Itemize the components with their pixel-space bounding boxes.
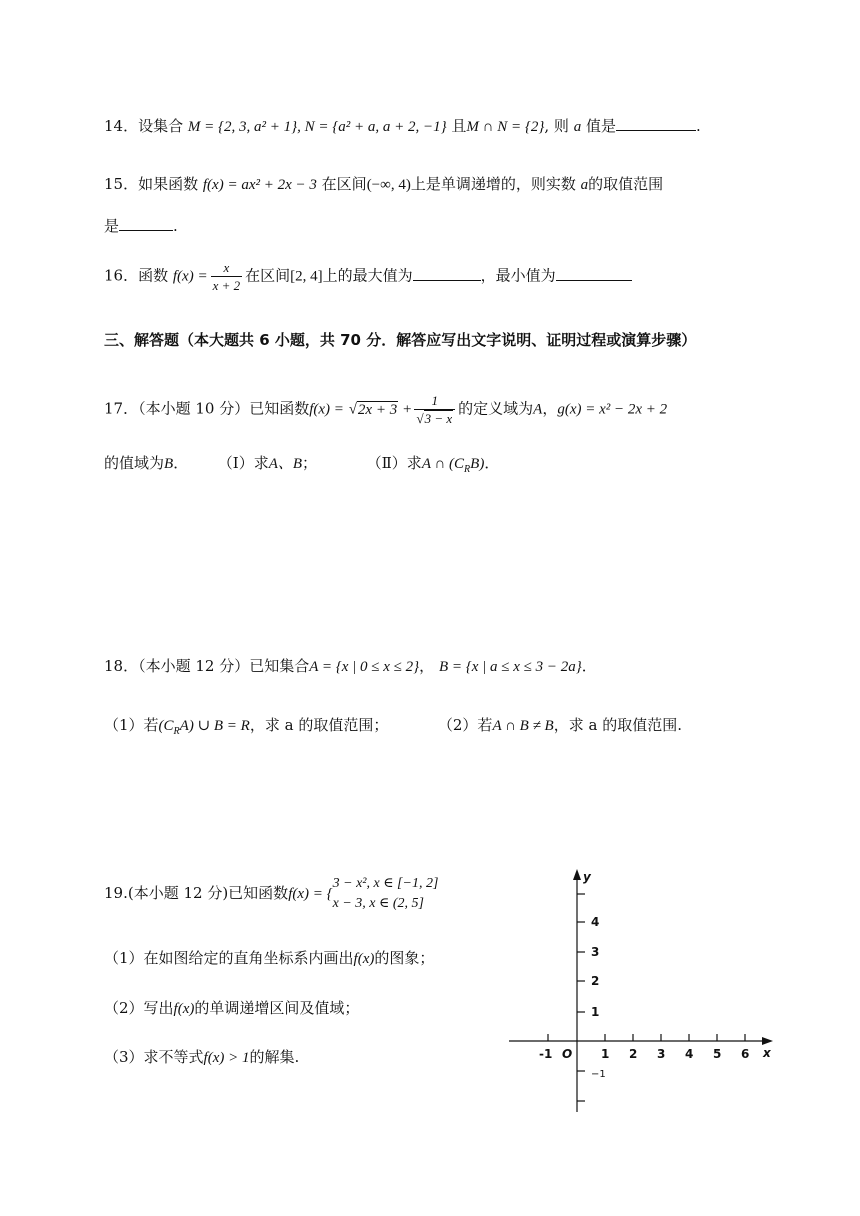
q14-text-1: 设集合 xyxy=(138,117,184,135)
x-tick-label-4: 4 xyxy=(685,1047,694,1061)
question-18-parts xyxy=(104,714,682,743)
y-tick-label-neg1: −1 xyxy=(591,1069,606,1080)
q16-max-blank[interactable] xyxy=(413,264,481,281)
q15-text-3: 上是单调递增的，则实数 xyxy=(410,175,576,193)
q16-text-4: ，最小值为 xyxy=(480,266,556,285)
q16-text-2: 在区间 xyxy=(245,266,291,285)
q17-function: f(x) = xyxy=(309,401,344,418)
q19-part-2: （2）写出 xyxy=(104,999,174,1017)
x-tick-label-1: 1 xyxy=(601,1047,610,1061)
y-tick-label-1: 1 xyxy=(591,1005,600,1019)
q14-sets: M = {2, 3, a² + 1}, N = {a² + a, a + 2, −1} xyxy=(187,119,447,135)
question-14 xyxy=(104,114,701,138)
q17-part-1: （Ⅰ）求 xyxy=(217,454,269,472)
x-tick-label-2: 2 xyxy=(629,1047,638,1061)
q19-text-1: (本小题 12 分)已知函数 xyxy=(127,884,289,902)
x-tick-label-5: 5 xyxy=(713,1047,722,1061)
q18-part-2-math: A ∩ B ≠ B xyxy=(492,718,554,734)
q17-part-2-math: A ∩ (C xyxy=(421,456,465,472)
q19-part-3-text: 的解集. xyxy=(249,1048,300,1066)
question-18: 18．（本小题 12 分）已知集合A = {x | 0 ≤ x ≤ 2}， B = {x | a ≤ x ≤ 3 − 2a}． xyxy=(104,657,597,675)
q19-piece-1: 3 − x², x ∈ [−1, 2] xyxy=(332,876,439,891)
y-tick-label-3: 3 xyxy=(591,945,600,959)
q15-text-1: 如果函数 xyxy=(138,175,199,193)
q17-text-2: 的定义域为 xyxy=(458,399,534,418)
q18-part-1-math: (C xyxy=(158,718,174,734)
q16-number: 16． xyxy=(104,266,139,285)
q17-set-B: B xyxy=(164,456,174,472)
q15-period: . xyxy=(173,217,178,235)
q19-part-3: （3）求不等式 xyxy=(104,1048,204,1066)
q15-text-4: 的取值范围 xyxy=(588,175,664,193)
q14-text-4: 值是 xyxy=(585,117,616,135)
y-tick-label-2: 2 xyxy=(591,974,600,988)
q17-part-1-math: A、B xyxy=(268,456,303,472)
q17-set-A: A xyxy=(533,401,543,418)
q19-piecewise xyxy=(333,874,439,914)
q18-part-1: （1）若 xyxy=(104,716,159,734)
q15-number: 15． xyxy=(104,175,139,193)
q17-part-2: （Ⅱ）求 xyxy=(366,454,422,472)
q19-function: f(x) = { xyxy=(288,886,333,902)
q15-interval: (−∞, 4) xyxy=(366,177,411,193)
q19-part-3-line xyxy=(104,1046,299,1069)
q19-piece-2: x − 3, x ∈ (2, 5] xyxy=(332,896,424,911)
q15-text-5: 是 xyxy=(104,217,120,235)
q17-fraction: $\frac{1}{√3 - x}$ xyxy=(414,392,455,427)
q18-part-1-math-2: A) ∪ B = R xyxy=(179,718,250,734)
y-tick-label-4: 4 xyxy=(591,915,600,929)
question-15-cont xyxy=(104,214,178,237)
y-axis-label: y xyxy=(583,870,591,884)
q18-number: 18． xyxy=(104,657,139,675)
q18-part-2-text: ，求 a 的取值范围. xyxy=(553,716,682,734)
q19-part-2-math: f(x) xyxy=(173,1001,195,1017)
q15-function: f(x) = ax² + 2x − 3 xyxy=(202,177,317,193)
q19-part-1: （1）在如图给定的直角坐标系内画出 xyxy=(104,949,354,967)
q17-text-1: （本小题 10 分）已知函数 xyxy=(138,399,310,418)
q15-answer-blank[interactable] xyxy=(119,214,173,231)
q19-part-1-line xyxy=(104,947,434,970)
q19-part-2-text: 的单调递增区间及值域； xyxy=(194,999,360,1017)
q16-frac-denominator: x + 2 xyxy=(212,278,241,293)
q17-part-2-sub: R xyxy=(464,464,471,475)
q17-frac-numerator: 1 xyxy=(431,393,439,408)
q14-var-a: a xyxy=(573,119,582,135)
q19-part-1-text: 的图象； xyxy=(374,949,435,967)
q15-text-2: 在区间 xyxy=(321,175,367,193)
coordinate-system[interactable] xyxy=(505,866,775,1118)
q15-var-a: a xyxy=(580,177,589,193)
question-19 xyxy=(104,874,438,914)
question-15 xyxy=(104,173,663,196)
q16-interval: [2, 4] xyxy=(290,268,323,285)
section-3-heading: 三、解答题（本大题共 6 小题，共 70 分．解答应写出文字说明、证明过程或演算步骤） xyxy=(104,331,697,349)
x-tick-label-3: 3 xyxy=(657,1047,666,1061)
q18-text-1: （本小题 12 分）已知集合 xyxy=(138,657,310,675)
q19-part-3-math: f(x) > 1 xyxy=(203,1050,250,1066)
x-axis-label: x xyxy=(763,1046,771,1060)
q18-part-1-sub: R xyxy=(173,726,180,737)
origin-label: O xyxy=(562,1047,573,1061)
q14-number: 14． xyxy=(104,117,139,135)
q19-part-1-math: f(x) xyxy=(353,951,375,967)
q17-sqrt: 2x + 3 xyxy=(357,401,398,418)
q16-function: f(x) = xyxy=(172,268,208,285)
question-16 xyxy=(104,259,632,294)
q14-text-3: , 则 xyxy=(544,117,569,135)
q16-fraction xyxy=(211,259,243,294)
y-axis-arrow xyxy=(573,869,581,880)
q18-part-2: （2）若 xyxy=(437,716,493,734)
q17-frac-denominator: 3 − x xyxy=(424,411,453,426)
q19-part-2-line xyxy=(104,997,359,1020)
q16-frac-numerator: x xyxy=(223,260,230,275)
q17-part-2-math-2: B) xyxy=(470,456,485,472)
q14-intersection: M ∩ N = {2} xyxy=(466,119,545,135)
q14-answer-blank[interactable] xyxy=(616,114,696,131)
q18-set-A: A = {x | 0 ≤ x ≤ 2} xyxy=(309,659,420,675)
q14-text-2: 且 xyxy=(451,117,467,135)
q17-text-3: 的值域为 xyxy=(104,454,165,472)
q18-part-1-text: ，求 a 的取值范围； xyxy=(249,716,389,734)
x-tick-label-neg1: -1 xyxy=(539,1047,553,1061)
q17-number: 17． xyxy=(104,399,139,418)
q18-set-B: B = {x | a ≤ x ≤ 3 − 2a} xyxy=(438,659,582,675)
q16-text-3: 上的最大值为 xyxy=(322,266,413,285)
q16-min-blank[interactable] xyxy=(556,264,632,281)
q16-text-1: 函数 xyxy=(138,266,169,285)
question-17-cont: 的值域为B． （Ⅰ）求A、B； （Ⅱ）求A ∩ $(C_RB)$． xyxy=(104,454,500,475)
q19-number: 19. xyxy=(104,884,128,902)
q14-period: . xyxy=(696,117,701,135)
question-17: 17．（本小题 10 分）已知函数f(x) = √2x + 3 + $\frac{1}{√3 - x}$ 的定义域为A，g(x) = x² − 2x + 2 xyxy=(104,393,668,426)
q17-g-function: g(x) = x² − 2x + 2 xyxy=(557,401,668,418)
x-axis-arrow xyxy=(762,1037,773,1045)
x-tick-label-6: 6 xyxy=(741,1047,750,1061)
